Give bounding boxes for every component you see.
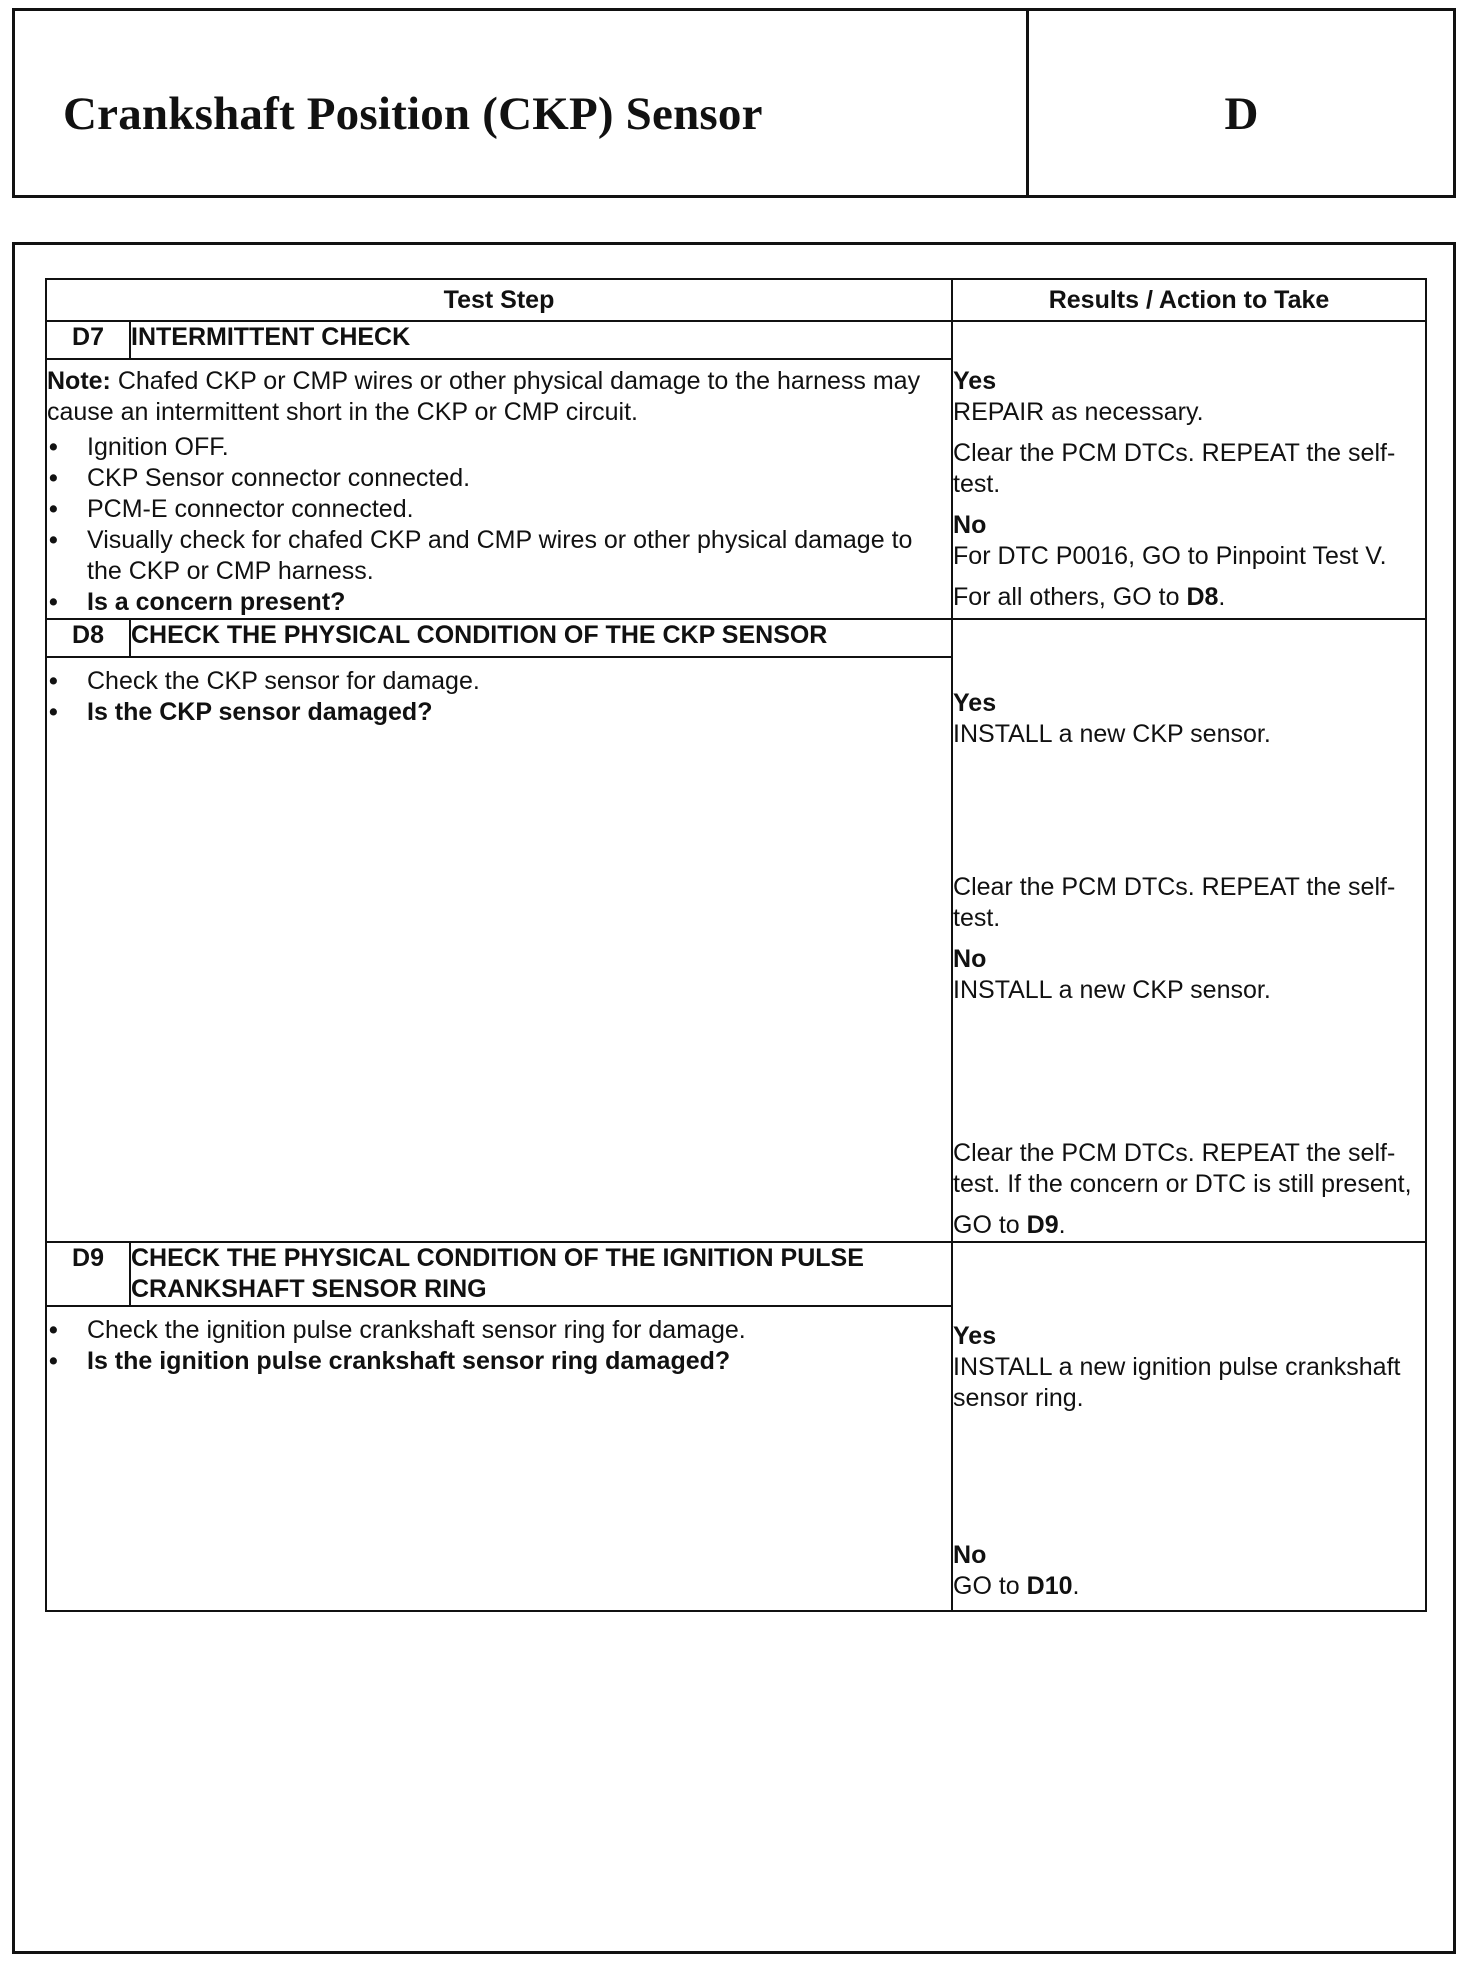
no-goto: [953, 1210, 1425, 1241]
step-id: D9: [46, 1242, 130, 1306]
yes-clear: Clear the PCM DTCs. REPEAT the self-test.: [953, 873, 1396, 932]
goto-text: GO to: [953, 1211, 1027, 1239]
no-clear: Clear the PCM DTCs. REPEAT the self-test. If the concern or DTC is still present,: [953, 1139, 1412, 1198]
yes-label: Yes: [953, 1322, 997, 1350]
period: .: [1218, 583, 1226, 611]
spacer: [953, 1016, 1425, 1138]
step-reference: D8: [1186, 583, 1219, 611]
step-results: [952, 619, 1426, 1242]
yes-result: [953, 688, 1425, 750]
no-action: INSTALL a new CKP sensor.: [953, 976, 1271, 1004]
question-item: • Is the ignition pulse crankshaft sensor ring damaged?: [47, 1346, 951, 1377]
goto-text: GO to: [953, 1572, 1027, 1600]
step-title-row: [46, 321, 1426, 359]
question-item: • Is a concern present?: [47, 587, 951, 618]
no-label: No: [953, 511, 987, 539]
step-instructions: [46, 1306, 952, 1611]
yes-action: REPAIR as necessary.: [953, 398, 1204, 426]
yes-action: INSTALL a new ignition pulse crankshaft sensor ring.: [953, 1353, 1401, 1412]
note-text: Chafed CKP or CMP wires or other physical damage to the harness may cause an intermittent short in the CKP or CMP circuit.: [47, 367, 921, 426]
list-item: • Check the ignition pulse crankshaft sensor ring for damage.: [47, 1315, 951, 1346]
page-title: Crankshaft Position (CKP) Sensor: [63, 88, 763, 140]
list-item: • Check the CKP sensor for damage.: [47, 666, 951, 697]
spacer: [953, 1424, 1425, 1540]
no-action: For DTC P0016, GO to Pinpoint Test V.: [953, 542, 1387, 570]
step-results: [952, 321, 1426, 619]
table-header-row: [46, 279, 1426, 321]
step-id: D7: [46, 321, 130, 359]
step-title-row: [46, 619, 1426, 657]
no-label: No: [953, 945, 987, 973]
list-item: • PCM-E connector connected.: [47, 494, 951, 525]
question-item: • Is the CKP sensor damaged?: [47, 697, 951, 728]
period: .: [1072, 1572, 1080, 1600]
column-header-test-step: Test Step: [46, 279, 952, 321]
step-title-row: [46, 1242, 1426, 1306]
no-goto: [953, 1571, 1425, 1602]
note-label: Note:: [47, 367, 111, 395]
step-instructions: [46, 657, 952, 1242]
list-item: • CKP Sensor connector connected.: [47, 463, 951, 494]
yes-result: [953, 1321, 1425, 1414]
step-results: [952, 1242, 1426, 1611]
yes-clear: Clear the PCM DTCs. REPEAT the self-test.: [953, 439, 1396, 498]
spacer: [953, 760, 1425, 872]
list-item: • Ignition OFF.: [47, 432, 951, 463]
step-title: CHECK THE PHYSICAL CONDITION OF THE CKP SENSOR: [130, 619, 952, 657]
step-title: CHECK THE PHYSICAL CONDITION OF THE IGNITION PULSE CRANKSHAFT SENSOR RING: [130, 1242, 952, 1306]
no-result: [953, 1540, 1425, 1602]
yes-action: INSTALL a new CKP sensor.: [953, 720, 1271, 748]
yes-label: Yes: [953, 367, 997, 395]
step-id: D8: [46, 619, 130, 657]
no-result: [953, 944, 1425, 1006]
bullet-list: [47, 666, 951, 728]
no-others: [953, 582, 1425, 613]
step-reference: D9: [1026, 1211, 1059, 1239]
column-header-results: Results / Action to Take: [952, 279, 1426, 321]
section-header: [12, 8, 1456, 198]
step-instructions: [46, 359, 952, 619]
no-label: No: [953, 1541, 987, 1569]
section-letter: D: [1224, 88, 1259, 140]
yes-label: Yes: [953, 689, 997, 717]
goto-text: For all others, GO to: [953, 583, 1187, 611]
note: [47, 366, 951, 428]
test-step-table: [45, 278, 1427, 1612]
bullet-list: [47, 432, 951, 618]
yes-result: [953, 366, 1425, 428]
bullet-list: [47, 1315, 951, 1377]
list-item: • Visually check for chafed CKP and CMP wires or other physical damage to the CKP or CMP harness.: [47, 525, 951, 587]
no-result: [953, 510, 1425, 572]
step-reference: D10: [1026, 1572, 1073, 1600]
step-title: INTERMITTENT CHECK: [130, 321, 952, 359]
period: .: [1058, 1211, 1066, 1239]
